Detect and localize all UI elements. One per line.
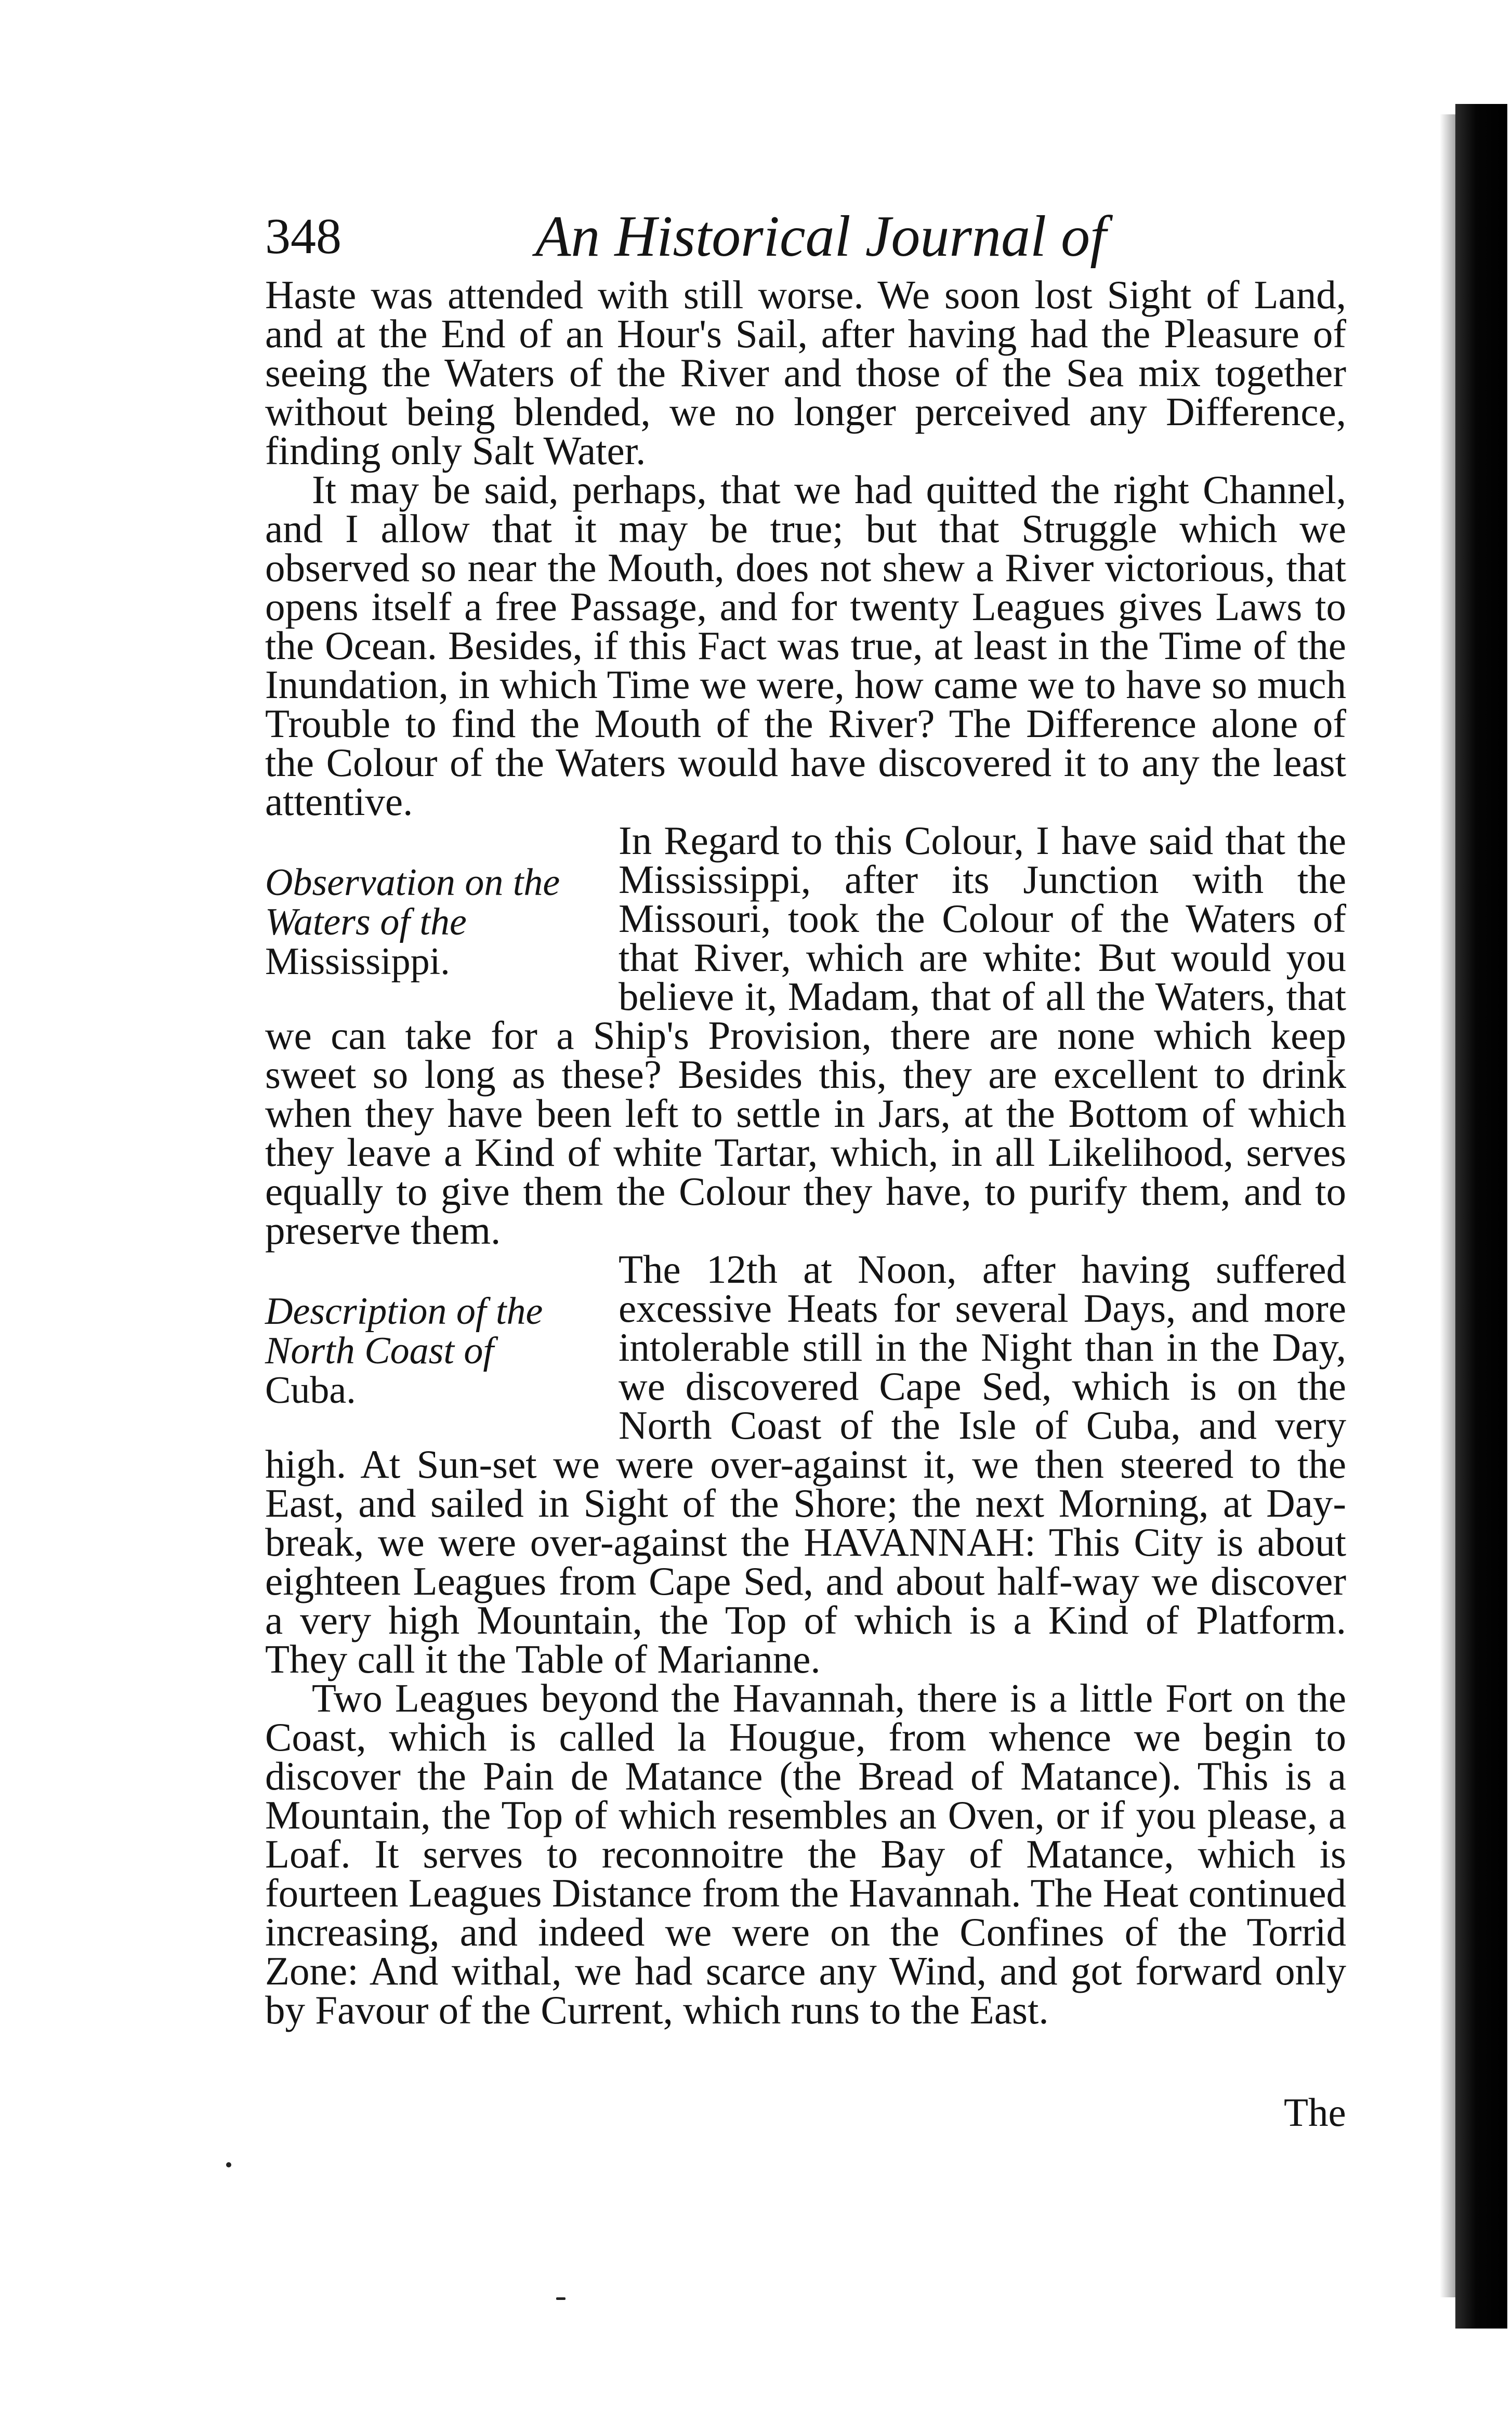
side-note-mississippi-roman: Mississippi. bbox=[265, 940, 450, 983]
paragraph-4-wrapper bbox=[265, 1247, 1346, 1681]
paragraph-1: Haste was attended with still worse. We soon lost Sight of Land, and at the End of an Hour's Sail, after having had the Pleasure of seeing the Waters of the River and those of the Sea mix together without being blended, we no longer perceived any Difference, finding only Salt Water. bbox=[265, 272, 1346, 473]
paragraph-4-text: The 12th at Noon, after having suffered excessive Heats for several Days, and more intolerable still in the Night than in the Day, we discovered Cape Sed, which is on the North Coast of the Isle of Cuba, and very high. At Sun-set we were over-against it, we then steered to the East, and sailed in Sight of the Shore; the next Morning, at Day-break, we were over-against the HAVANNAH: This City is about eighteen Leagues from Cape Sed, and about half-way we discover a very high Mountain, the Top of which is a Kind of Platform. They call it the Table of Marianne. bbox=[265, 1247, 1346, 1681]
paragraph-5: Two Leagues beyond the Havannah, there is a little Fort on the Coast, which is called la Hougue, from whence we begin to discover the Pain de Matance (the Bread of Matance). This is a Mountain, the Top of which resembles an Oven, or if you please, a Loaf. It serves to reconnoitre the Bay of Matance, which is fourteen Leagues Distance from the Havannah. The Heat continued increasing, and indeed we were on the Confines of the Torrid Zone: And withal, we had scarce any Wind, and got forward only by Favour of the Current, which runs to the East. bbox=[265, 1676, 1346, 2032]
paragraph-2: It may be said, perhaps, that we had quitted the right Channel, and I allow that it may be true; but that Struggle which we observed so near the Mouth, does not shew a River victorious, that opens itself a free Passage, and for twenty Leagues gives Laws to the Ocean. Besides, if this Fact was true, at least in the Time of the Inundation, in which Time we were, how came we to have so much Trouble to find the Mouth of the River? The Difference alone of the Colour of the Waters would have discovered it to any the least attentive. bbox=[265, 467, 1346, 824]
body-text bbox=[265, 272, 1346, 2292]
catchword: The bbox=[1284, 2090, 1346, 2135]
page-header bbox=[265, 203, 1357, 281]
page-number: 348 bbox=[265, 208, 341, 265]
paragraph-3 bbox=[265, 818, 1346, 1253]
side-note-mississippi bbox=[265, 863, 587, 981]
ink-speck bbox=[226, 2162, 231, 2167]
side-note-cuba-roman: Cuba. bbox=[265, 1369, 356, 1412]
paragraph-4 bbox=[265, 1247, 1346, 1681]
paragraph-3-text: In Regard to this Colour, I have said that the Mississippi, after its Junction with the Missouri, took the Colour of the Waters of that River, which are white: But would you believe it, Madam, that of all the Waters, that we can take for a Ship's Provision, there are none which keep sweet so long as these? Besides this, they are excellent to drink when they have been left to settle in Jars, at the Bottom of which they leave a Kind of white Tartar, which, in all Likelihood, serves equally to give them the Colour they have, to purify them, and to preserve them. bbox=[265, 818, 1346, 1253]
side-note-cuba bbox=[265, 1292, 587, 1410]
gutter-shadow bbox=[1440, 114, 1455, 2297]
ink-speck bbox=[556, 2297, 566, 2300]
book-spine-shadow bbox=[1455, 104, 1507, 2329]
side-note-cuba-italic: Description of the North Coast of bbox=[265, 1290, 543, 1372]
side-note-mississippi-italic: Observation on the Waters of the bbox=[265, 861, 560, 943]
paragraph-3-wrapper bbox=[265, 818, 1346, 1253]
running-head: An Historical Journal of bbox=[535, 204, 1107, 269]
